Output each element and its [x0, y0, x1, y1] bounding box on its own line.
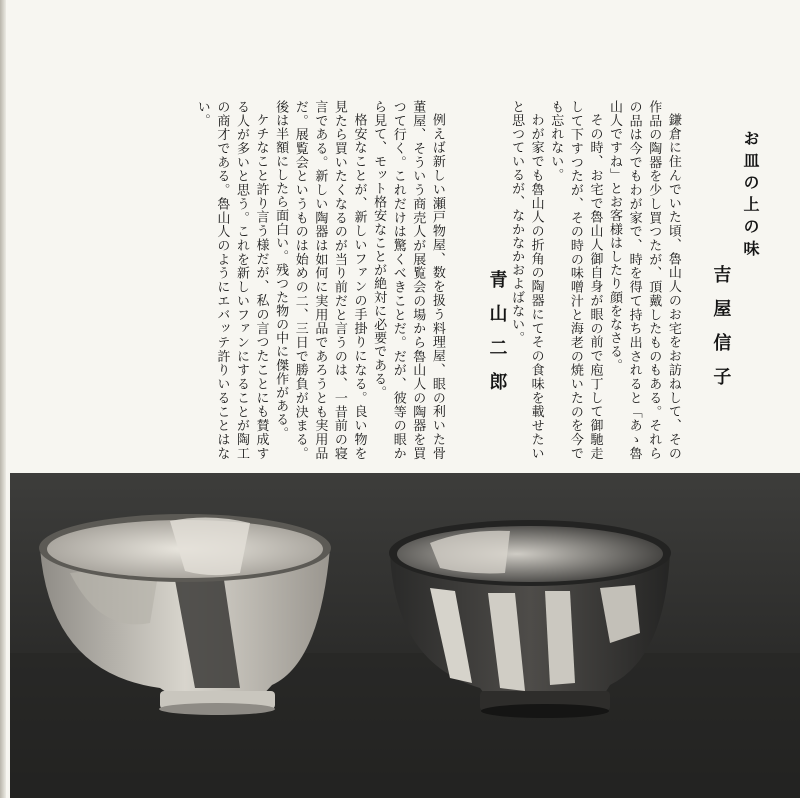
tea-bowls-illustration	[10, 473, 800, 798]
article2-paragraph-2: 格安なことが、新しいファンの手掛りになる。良い物を見たら買いたくなるのが当り前だと言うのは、一昔前の寝言である。新しい陶器は如何に実用品であろうとも実用品だ。展覧会というものは始めの二、三日で勝負が決まる。後は半額にしたら面白い。残つた物の中に傑作がある。	[273, 100, 367, 460]
author-name-2: 青山二郎	[486, 270, 508, 406]
article1-paragraph-2: その時、お宅で魯山人御自身が眼の前で庖丁して御馳走して下すつたが、その時の味噌汁と海老の焼いたのを今でも忘れない。	[548, 100, 603, 460]
article1-paragraph-3: わが家でも魯山人の折角の陶器にてその食味を載せたいと思つているが、なかなかおよばない。	[509, 100, 544, 460]
article1-paragraph-1: 鎌倉に住んでいた頃、魯山人のお宅をお訪ねして、その作品の陶器を少し買つたが、頂戴したものもある。それらの品は今でもわが家で、時を得て持ち出されると「あゝ魯山人ですね」とお客様はしたり顔をなさる。	[607, 100, 681, 460]
article2-paragraph-1: 例えば新しい瀬戸物屋、数を扱う料理屋、眼の利いた骨董屋、そういう商売人が展覧会の場から魯山人の陶器を買つて行く。これだけは驚くべきことだ。だが、彼等の眼から見て、モット格安なことが絶対に必要である。	[371, 100, 445, 460]
article-title: お皿の上の味	[741, 130, 760, 262]
article-text	[140, 20, 760, 460]
page-edge	[0, 0, 6, 798]
author-name: 吉屋信子	[710, 265, 732, 401]
article2-paragraph-3: ケチなこと許り言う様だが、私の言つたことにも賛成する人が多いと思う。これを新しいファンにすることが陶工の商才である。魯山人のようにエバッテ許りいることはない。	[194, 100, 269, 460]
tea-bowls-photo	[10, 473, 800, 798]
